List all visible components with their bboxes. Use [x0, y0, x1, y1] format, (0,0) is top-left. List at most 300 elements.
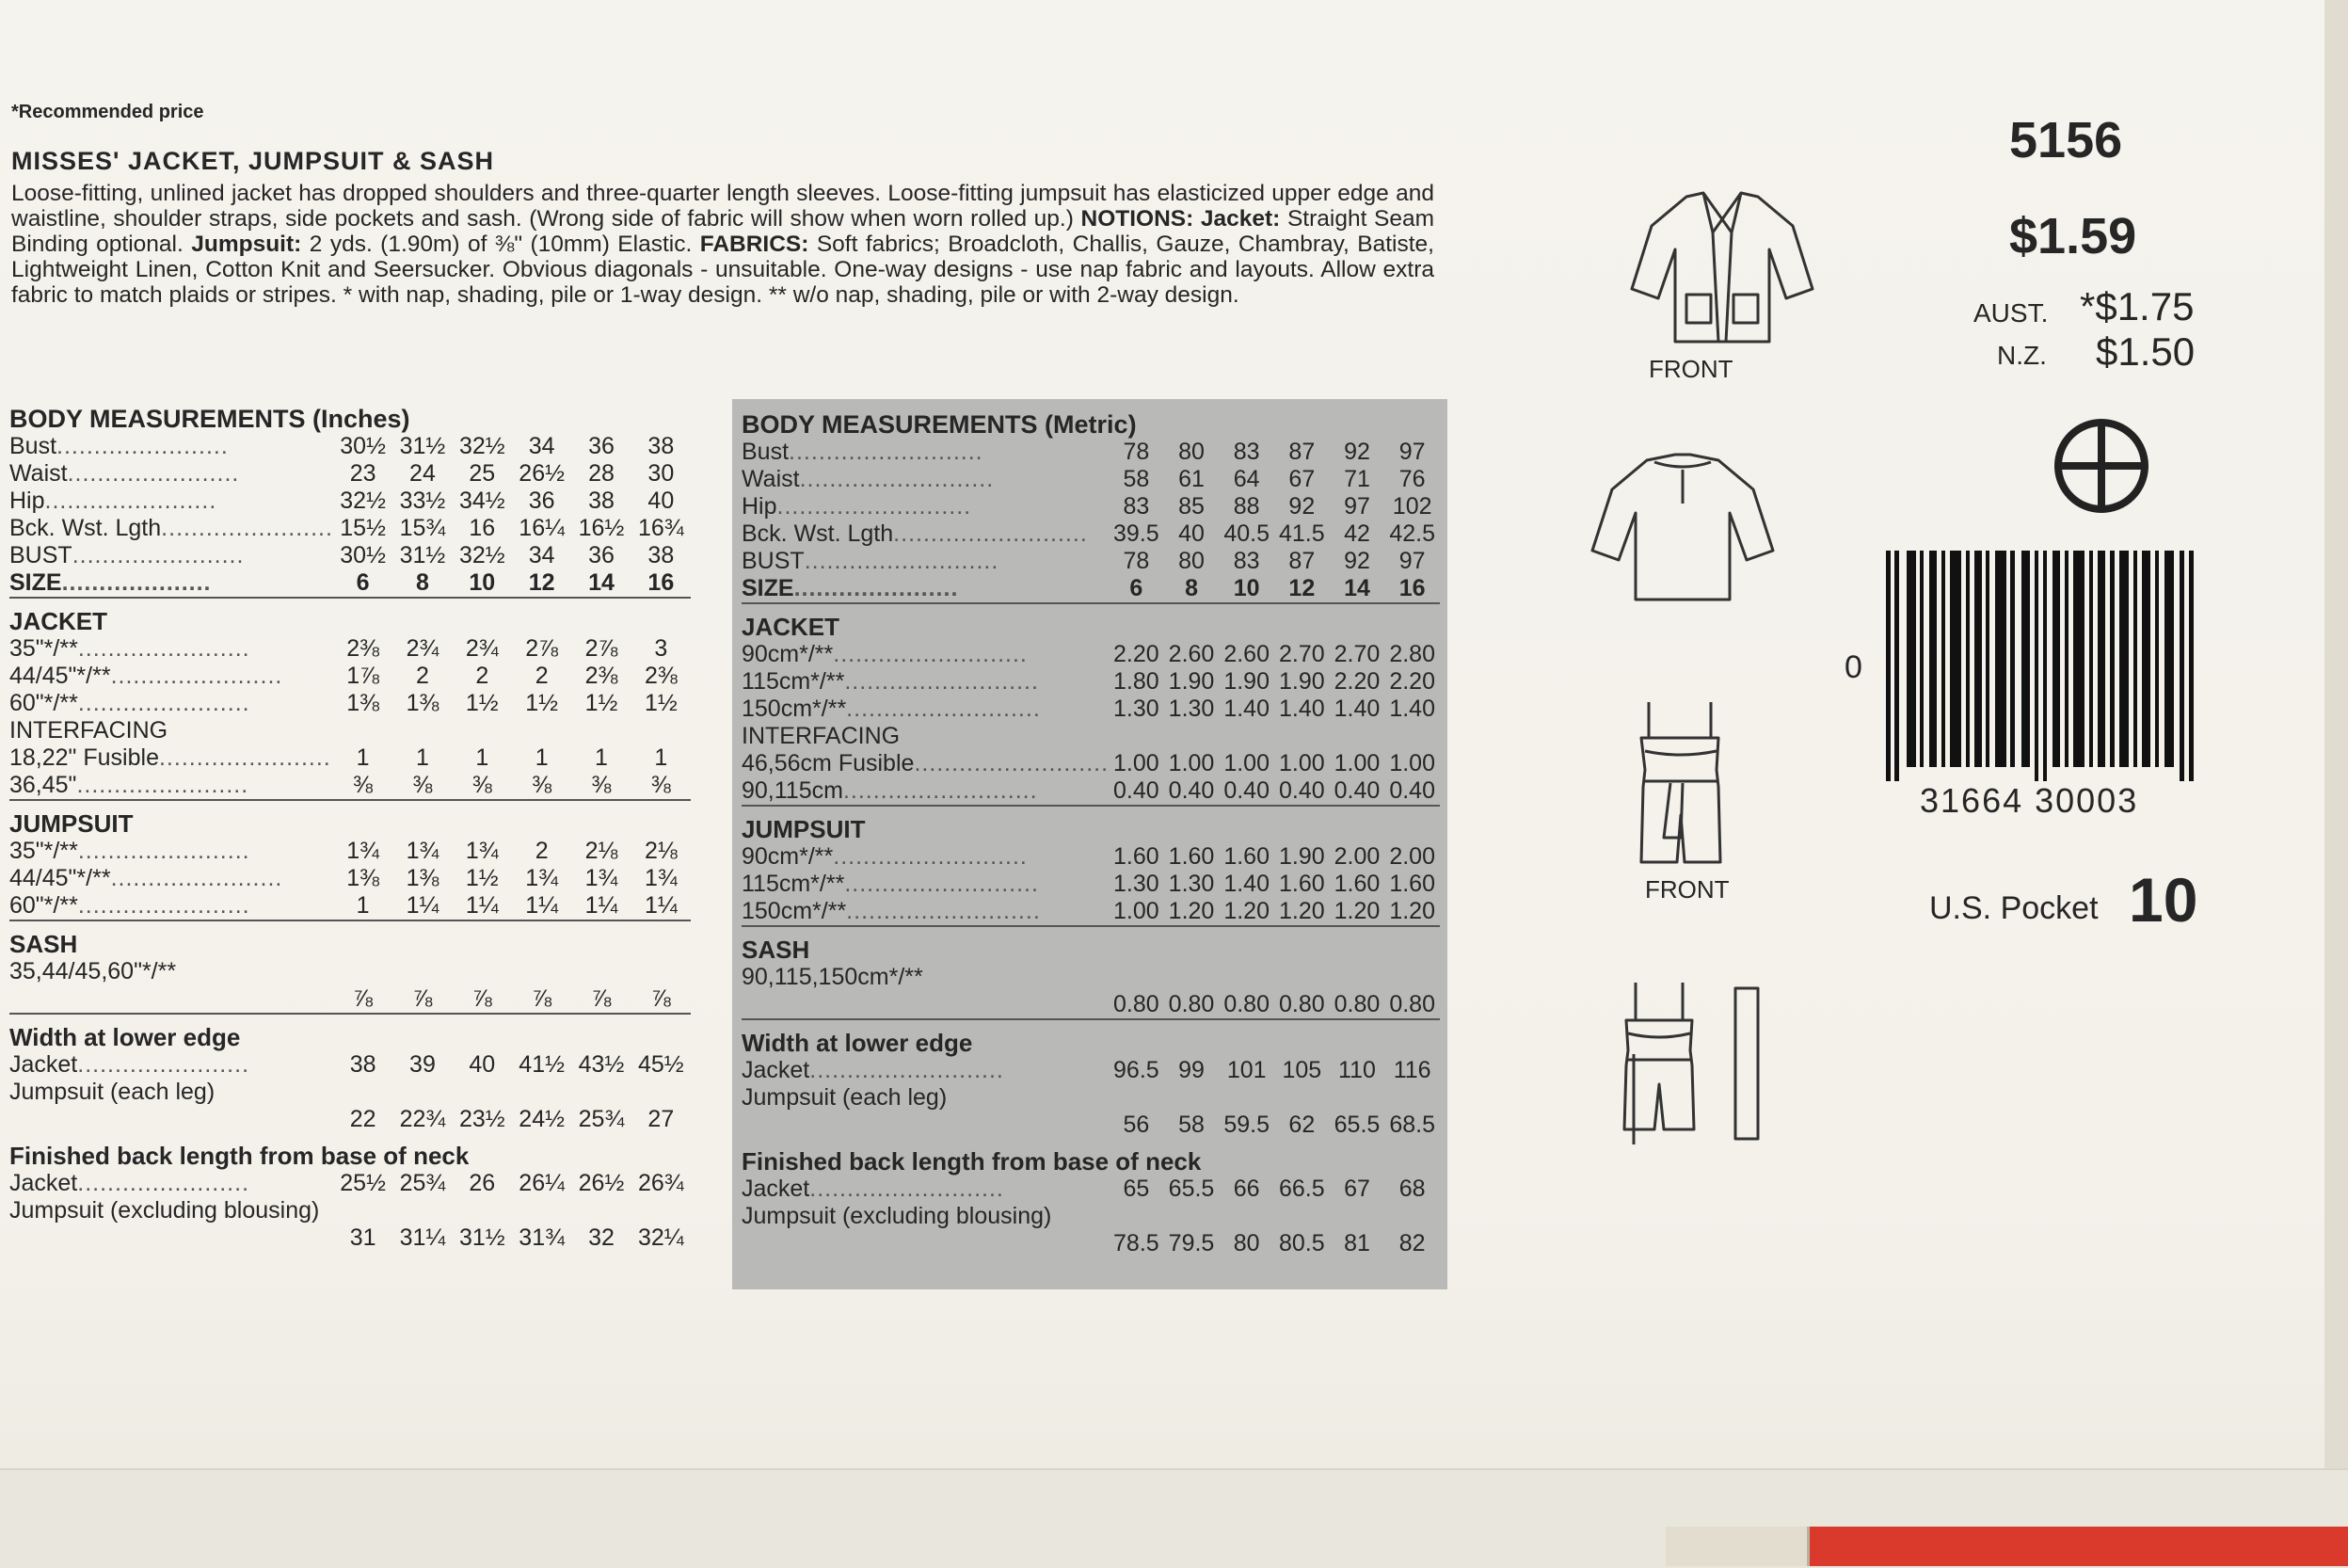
cell: 16¾	[637, 515, 684, 541]
cell: 16¼	[519, 515, 565, 541]
cell: 1¾	[584, 865, 618, 891]
cell: 2.80	[1389, 641, 1435, 667]
table-row	[9, 635, 691, 663]
table-row	[9, 1051, 691, 1079]
leader-dots: ..........................	[789, 439, 983, 465]
cell: 32¼	[637, 1224, 684, 1251]
row-label-text: Jacket	[742, 1057, 810, 1083]
table-row	[742, 520, 1440, 548]
leader-dots: ..........................	[833, 843, 1028, 870]
table-row	[9, 433, 691, 460]
row-label-text: Jacket	[742, 1176, 810, 1202]
notions-jumpsuit-label: Jumpsuit:	[191, 232, 302, 257]
cell: 110	[1338, 1057, 1376, 1083]
leader-dots: ..........................	[809, 1176, 1004, 1202]
table-row	[9, 985, 691, 1014]
cell: 88	[1233, 493, 1260, 520]
notions-jacket-label: Jacket:	[1200, 206, 1281, 232]
section-row	[9, 1133, 691, 1170]
cell: ⅞	[532, 985, 552, 1012]
row-label-text: Hip	[742, 493, 777, 520]
cell: 6	[1129, 575, 1143, 601]
leader-dots: .......................	[72, 542, 245, 568]
leader-dots: ..........................	[776, 493, 972, 520]
cell: 1.60	[1389, 871, 1435, 897]
cell: 83	[1123, 493, 1150, 520]
cell: 2	[475, 663, 489, 689]
metric-title	[742, 401, 1440, 439]
row-label-text: BUST	[742, 548, 805, 574]
row-label	[9, 569, 333, 598]
cell: 65	[1123, 1176, 1150, 1202]
cell: 1	[595, 744, 608, 771]
row-label-text: 35"*/**	[9, 635, 78, 662]
cell: ⅜	[471, 772, 492, 798]
cell: 1¾	[465, 838, 499, 864]
cell: 1.30	[1113, 871, 1159, 897]
cell: 66.5	[1278, 1176, 1325, 1202]
cell: ⅜	[353, 772, 374, 798]
cell: 0.40	[1278, 777, 1325, 804]
leader-dots: .......................	[44, 488, 217, 514]
cell: 1⅜	[346, 690, 379, 716]
row-label-text: 115cm*/**	[742, 871, 845, 897]
cell: 25	[469, 460, 496, 487]
table-row	[9, 892, 691, 920]
cell: 43½	[578, 1051, 625, 1078]
table-row	[9, 690, 691, 717]
cell: 61	[1178, 466, 1205, 492]
pocket-label: U.S. Pocket	[1929, 890, 2099, 926]
leader-dots: .......................	[77, 690, 250, 716]
subsection-title: INTERFACING	[9, 717, 168, 744]
cell: 67	[1288, 466, 1316, 492]
leader-dots: ..........................	[893, 520, 1088, 547]
cell: 1.40	[1223, 871, 1270, 897]
cell: 36	[588, 542, 615, 568]
cell: 78	[1123, 548, 1150, 574]
cell: 25¾	[578, 1106, 625, 1132]
row-label	[9, 1170, 333, 1197]
cell: 14	[1344, 575, 1370, 601]
metric-table	[742, 401, 1440, 1257]
table-row	[742, 696, 1440, 723]
cell: 15½	[340, 515, 386, 541]
paper-tab	[1666, 1527, 1810, 1566]
cell: 22	[349, 1106, 376, 1132]
cell: 79.5	[1168, 1230, 1215, 1256]
cell: 1¼	[406, 892, 439, 919]
cell: 99	[1178, 1057, 1205, 1083]
row-label	[742, 466, 1109, 493]
cell: ⅞	[412, 985, 433, 1012]
crosshair-symbol-icon	[2050, 414, 2153, 518]
cell: 81	[1344, 1230, 1370, 1256]
cell: 2⅜	[644, 663, 678, 689]
row-label	[742, 575, 1109, 603]
row-label	[9, 690, 333, 717]
description-text: Loose-fitting, unlined jacket has dropped shoulders and three-quarter length sleeves. Loose-fitting jumpsuit has elasticized upper edge and waistline, shoulder straps, side pockets and sash. (Wrong side of fabric will show when worn rolled up.)	[11, 181, 1434, 232]
cell: 1.60	[1223, 843, 1270, 870]
cell: 96.5	[1113, 1057, 1159, 1083]
cell: 105	[1282, 1057, 1322, 1083]
cell: 1⅞	[346, 663, 379, 689]
leader-dots: ..........................	[844, 871, 1039, 897]
row-label-text: 115cm*/**	[742, 668, 845, 695]
row-label-text: Waist	[742, 466, 800, 492]
cell: 12	[528, 569, 555, 596]
cell: 1⅜	[406, 690, 439, 716]
leader-dots: .......................	[77, 1051, 250, 1078]
cell: 66	[1233, 1176, 1260, 1202]
cell: 31¼	[399, 1224, 446, 1251]
leader-dots: ..........................	[804, 548, 999, 574]
cell: 0.80	[1278, 991, 1325, 1017]
cell: 10	[469, 569, 496, 596]
notions-label: NOTIONS:	[1080, 206, 1194, 232]
cell: 31	[349, 1224, 376, 1251]
leader-dots: ..........................	[842, 777, 1038, 804]
metric-title-main: BODY MEASUREMENTS	[742, 410, 1038, 439]
cell: 8	[1185, 575, 1198, 601]
cell: 15¾	[399, 515, 446, 541]
cell: 116	[1393, 1057, 1431, 1083]
table-row	[9, 838, 691, 865]
table-row	[742, 1084, 1440, 1112]
table-row	[9, 772, 691, 800]
cell: 2.20	[1113, 641, 1159, 667]
row-label-text: Bust	[9, 433, 57, 459]
table-row	[742, 871, 1440, 898]
row-label	[9, 1051, 333, 1079]
leader-dots: ..........................	[799, 466, 995, 492]
table-row	[9, 1197, 691, 1224]
cell: 31½	[399, 542, 446, 568]
table-row	[9, 663, 691, 690]
section-title: JACKET	[742, 603, 1440, 641]
cell: ⅜	[532, 772, 552, 798]
row-label	[742, 871, 1109, 898]
cell: 2¾	[406, 635, 439, 662]
cell: 38	[349, 1051, 376, 1078]
cell: 1.60	[1113, 843, 1159, 870]
cell: 0.80	[1389, 991, 1435, 1017]
jumpsuit-front-illustration	[1628, 696, 1732, 866]
table-row	[742, 1112, 1440, 1139]
leader-dots: .......................	[77, 1170, 250, 1196]
cell: 39	[409, 1051, 436, 1078]
empty-cell	[9, 985, 333, 1014]
cell: 33½	[399, 488, 446, 514]
cell: 1.20	[1389, 898, 1435, 924]
leader-dots: .......................	[158, 744, 331, 771]
cell: 101	[1226, 1057, 1267, 1083]
table-row	[9, 488, 691, 515]
cell: 1	[356, 892, 370, 919]
section-row	[9, 920, 691, 958]
row-label	[9, 433, 333, 460]
row-label	[742, 777, 1109, 806]
empty-cell	[742, 1230, 1109, 1257]
cell: 8	[416, 569, 429, 596]
cell: 1.00	[1223, 750, 1270, 776]
row-label: Jumpsuit (excluding blousing)	[9, 1197, 320, 1224]
cell: 16	[647, 569, 675, 596]
us-price: $1.59	[2009, 208, 2137, 264]
cell: 2⅞	[525, 635, 559, 662]
cell: 87	[1288, 548, 1316, 574]
empty-cell	[9, 1106, 333, 1133]
cell: ⅞	[650, 985, 671, 1012]
cell: 1½	[465, 690, 499, 716]
row-label-text: 44/45"*/**	[9, 663, 111, 689]
row-label	[742, 641, 1109, 668]
cell: 2.70	[1334, 641, 1381, 667]
row-label-text: Bck. Wst. Lgth	[742, 520, 894, 547]
cell: 1.00	[1113, 750, 1159, 776]
section-title: Width at lower edge	[742, 1019, 1440, 1057]
leader-dots: ..........................	[914, 750, 1110, 776]
cell: 1.60	[1278, 871, 1325, 897]
cell: 14	[588, 569, 615, 596]
cell: 78	[1123, 439, 1150, 465]
cell: 42	[1344, 520, 1370, 547]
table-row	[9, 542, 691, 569]
table-row	[742, 1230, 1440, 1257]
cell: ⅞	[353, 985, 374, 1012]
row-label: Jumpsuit (each leg)	[742, 1084, 948, 1111]
recommended-price-note: *Recommended price	[11, 102, 204, 122]
cell: 2⅜	[584, 663, 618, 689]
row-label	[742, 696, 1109, 723]
cell: 26½	[519, 460, 565, 487]
table-row	[742, 843, 1440, 871]
cell: 1.00	[1389, 750, 1435, 776]
cell: ⅜	[591, 772, 612, 798]
section-row	[742, 1019, 1440, 1057]
upc-prefix: 0	[1845, 649, 1862, 685]
table-row	[742, 1176, 1440, 1203]
cell: 2.20	[1334, 668, 1381, 695]
row-label	[742, 668, 1109, 696]
cell: 1½	[584, 690, 618, 716]
cell: 1¾	[525, 865, 559, 891]
table-row	[742, 777, 1440, 806]
leader-dots: ..........................	[833, 641, 1028, 667]
cell: 71	[1344, 466, 1370, 492]
cell: 1¾	[406, 838, 439, 864]
upc-number: 31664 30003	[1920, 781, 2139, 820]
table-row	[742, 493, 1440, 520]
section-title: Finished back length from base of neck	[742, 1147, 1202, 1176]
cell: 1.20	[1168, 898, 1215, 924]
cell: 65.5	[1168, 1176, 1215, 1202]
cell: 1.40	[1389, 696, 1435, 722]
cell: ⅜	[650, 772, 671, 798]
cell: 0.40	[1334, 777, 1381, 804]
empty-cell	[742, 991, 1109, 1019]
cell: 1.40	[1334, 696, 1381, 722]
table-row	[742, 750, 1440, 777]
row-label-text: 150cm*/**	[742, 696, 847, 722]
section-title: Width at lower edge	[9, 1014, 691, 1051]
leader-dots: .......................	[110, 663, 283, 689]
cell: 1.00	[1168, 750, 1215, 776]
cell: 2⅛	[644, 838, 678, 864]
cell: 1½	[644, 690, 678, 716]
envelope-edge	[2324, 0, 2348, 1566]
section-title: JUMPSUIT	[742, 806, 1440, 843]
front-label: FRONT	[1649, 355, 1733, 383]
cell: 1.90	[1168, 668, 1215, 695]
cell: 25½	[340, 1170, 386, 1196]
cell: 38	[647, 433, 675, 459]
table-row	[9, 1079, 691, 1106]
cell: 36	[528, 488, 555, 514]
section-title: JUMPSUIT	[9, 800, 691, 838]
jumpsuit-back-illustration	[1615, 979, 1784, 1148]
row-label: 90,115,150cm*/**	[742, 964, 923, 990]
row-label	[9, 542, 333, 569]
leader-dots: ..........................	[809, 1057, 1004, 1083]
cell: 28	[588, 460, 615, 487]
section-row	[742, 806, 1440, 843]
row-label	[9, 488, 333, 515]
cell: 32	[588, 1224, 615, 1251]
cell: 76	[1398, 466, 1426, 492]
front-label: FRONT	[1645, 875, 1730, 904]
cell: 0.80	[1168, 991, 1215, 1017]
cell: 1.60	[1334, 871, 1381, 897]
cell: 1.20	[1223, 898, 1270, 924]
inches-header-row	[9, 395, 691, 433]
leader-dots: ....................	[61, 569, 212, 596]
cell: 1.20	[1278, 898, 1325, 924]
cell: 0.40	[1389, 777, 1435, 804]
row-label: Jumpsuit (excluding blousing)	[742, 1203, 1052, 1229]
row-label	[9, 460, 333, 488]
cell: 32½	[458, 433, 505, 459]
cell: 83	[1233, 439, 1260, 465]
table-row	[9, 515, 691, 542]
cell: 42.5	[1389, 520, 1435, 547]
cell: 31¾	[519, 1224, 565, 1251]
cell: 40	[469, 1051, 496, 1078]
cell: 31½	[458, 1224, 505, 1251]
section-title: Finished back length from base of neck	[9, 1142, 470, 1170]
cell: 1¼	[644, 892, 678, 919]
cell: 102	[1392, 493, 1432, 520]
cell: 56	[1123, 1112, 1150, 1138]
cell: 1½	[525, 690, 559, 716]
cell: 58	[1178, 1112, 1205, 1138]
cell: 1.90	[1278, 668, 1325, 695]
cell: 41.5	[1278, 520, 1325, 547]
cell: 2⅜	[346, 635, 379, 662]
section-row	[742, 603, 1440, 641]
cell: 16½	[578, 515, 625, 541]
cell: 1¼	[465, 892, 499, 919]
cell: 1½	[465, 865, 499, 891]
row-label	[9, 838, 333, 865]
leader-dots: ..........................	[844, 668, 1039, 695]
cell: 80	[1178, 548, 1205, 574]
row-label	[9, 892, 333, 920]
row-label	[742, 1176, 1109, 1203]
cell: 1.30	[1113, 696, 1159, 722]
cell: 2.60	[1168, 641, 1215, 667]
cell: 78.5	[1113, 1230, 1159, 1256]
aust-price: *$1.75	[2080, 284, 2195, 328]
row-label-text: 60"*/**	[9, 892, 78, 919]
cell: 87	[1288, 439, 1316, 465]
table-row	[742, 991, 1440, 1019]
cell: 65.5	[1334, 1112, 1381, 1138]
table-row	[742, 641, 1440, 668]
cell: 80	[1233, 1230, 1260, 1256]
table-row	[742, 1057, 1440, 1084]
cell: 0.80	[1334, 991, 1381, 1017]
cell: 2.00	[1334, 843, 1381, 870]
row-label-text: Jacket	[9, 1170, 78, 1196]
cell: 25¾	[399, 1170, 446, 1196]
cell: 1¼	[525, 892, 559, 919]
cell: 32½	[458, 542, 505, 568]
fabrics-label: FABRICS:	[699, 232, 809, 257]
metric-title-sub: (Metric)	[1037, 410, 1137, 439]
cell: 16	[1398, 575, 1426, 601]
section-row	[9, 800, 691, 838]
cell: 1	[416, 744, 429, 771]
cell: 68	[1398, 1176, 1426, 1202]
size-row	[742, 575, 1440, 603]
cell: 30½	[340, 433, 386, 459]
leader-dots: ..........................	[846, 696, 1041, 722]
table-row	[742, 466, 1440, 493]
row-label	[9, 663, 333, 690]
row-label-text: Waist	[9, 460, 68, 487]
leader-dots: .......................	[77, 838, 250, 864]
cell: 1¾	[644, 865, 678, 891]
cell: 38	[647, 542, 675, 568]
row-label-text: Bck. Wst. Lgth	[9, 515, 162, 541]
cell: 40.5	[1223, 520, 1270, 547]
row-label	[9, 635, 333, 663]
empty-cell	[9, 1224, 333, 1252]
cell: 1¾	[346, 838, 379, 864]
section-row	[742, 926, 1440, 964]
cell: 2	[535, 663, 549, 689]
cell: 85	[1178, 493, 1205, 520]
cell: 0.80	[1113, 991, 1159, 1017]
cell: 92	[1344, 548, 1370, 574]
cell: 16	[469, 515, 496, 541]
inches-table	[9, 395, 691, 1252]
cell: 34½	[458, 488, 505, 514]
cell: 2	[416, 663, 429, 689]
cell: 30½	[340, 542, 386, 568]
cell: 34	[528, 433, 555, 459]
cell: ⅞	[471, 985, 492, 1012]
cell: 68.5	[1389, 1112, 1435, 1138]
cell: 97	[1344, 493, 1370, 520]
cell: 39.5	[1113, 520, 1159, 547]
row-label-text: 90,115cm	[742, 777, 843, 804]
cell: 1.90	[1223, 668, 1270, 695]
inches-title: BODY MEASUREMENTS (Inches)	[9, 405, 410, 433]
jacket-front-illustration	[1628, 184, 1816, 353]
cell: 38	[588, 488, 615, 514]
